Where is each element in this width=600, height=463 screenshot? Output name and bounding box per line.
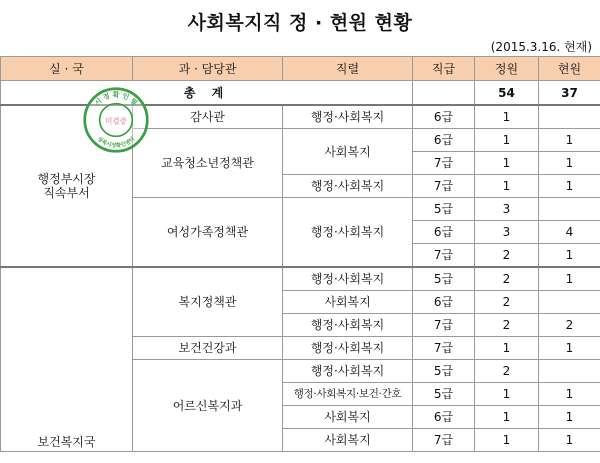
current-cell: 1 [539,383,600,406]
series-cell: 행정·사회복지 [283,198,413,268]
date-note: (2015.3.16. 현재) [490,40,592,54]
dept-cell: 교육청소년정책관 [133,129,283,198]
header-grade: 직급 [413,57,475,81]
grade-cell: 7급 [413,429,475,452]
quota-cell: 1 [475,429,539,452]
group-cell [1,267,133,452]
grade-cell: 5급 [413,198,475,221]
current-cell: 1 [539,244,600,268]
stamp-top-text: 시 정 확 인 필 [93,90,139,108]
grade-cell: 6급 [413,221,475,244]
grade-cell: 7급 [413,175,475,198]
quota-cell: 1 [475,175,539,198]
quota-cell: 1 [475,105,539,129]
header-current: 현원 [539,57,600,81]
grade-cell: 7급 [413,244,475,268]
header-series: 직렬 [283,57,413,81]
grade-cell: 5급 [413,267,475,291]
grade-cell: 6급 [413,105,475,129]
dept-cell: 복지정책관 [133,267,283,337]
group-name-line1: 행정부시장 [37,172,96,186]
current-cell [539,360,600,383]
quota-cell: 2 [475,244,539,268]
current-cell: 2 [539,314,600,337]
series-cell: 사회복지 [283,429,413,452]
series-cell: 사회복지 [283,406,413,429]
series-cell: 사회복지 [283,129,413,175]
current-cell [539,291,600,314]
quota-cell: 2 [475,291,539,314]
grade-cell: 7급 [413,152,475,175]
quota-cell: 3 [475,198,539,221]
current-cell: 1 [539,337,600,360]
total-grade-empty [413,81,475,106]
grade-cell: 5급 [413,383,475,406]
quota-cell: 2 [475,267,539,291]
current-cell: 1 [539,175,600,198]
current-cell: 4 [539,221,600,244]
dept-cell: 어르신복지과 [133,360,283,452]
grade-cell: 7급 [413,337,475,360]
grade-cell: 6급 [413,406,475,429]
stamp-center-text: 미검증 [105,116,127,126]
quota-cell: 1 [475,337,539,360]
document-title: 사회복지직 정 · 현원 현황 [187,12,413,34]
table-row [1,267,600,291]
quota-cell: 1 [475,383,539,406]
series-cell: 행정·사회복지 [283,175,413,198]
quota-cell: 1 [475,406,539,429]
group-name-line1: 보건복지국 [37,435,96,449]
series-cell: 행정·사회복지·보건·간호 [283,383,413,406]
total-label: 총 계 [1,81,413,106]
current-cell [539,198,600,221]
series-cell: 행정·사회복지 [283,267,413,291]
quota-cell: 2 [475,360,539,383]
grade-cell: 6급 [413,129,475,152]
series-cell: 사회복지 [283,291,413,314]
grade-cell: 7급 [413,314,475,337]
current-cell: 1 [539,406,600,429]
group-name-line2: 직속부서 [43,186,90,200]
grade-cell: 6급 [413,291,475,314]
current-cell [539,105,600,129]
series-cell: 행정·사회복지 [283,314,413,337]
quota-cell: 2 [475,314,539,337]
dept-cell: 감사관 [133,105,283,129]
quota-cell: 1 [475,152,539,175]
series-cell: 행정·사회복지 [283,337,413,360]
quota-cell: 3 [475,221,539,244]
series-cell: 행정·사회복지 [283,360,413,383]
dept-cell: 보건건강과 [133,337,283,360]
stamp-bottom-text: 성북시정확인센터 [95,136,137,150]
verification-stamp [82,86,150,154]
current-cell: 1 [539,152,600,175]
header-quota: 정원 [475,57,539,81]
total-current: 37 [539,81,600,106]
header-office: 실 · 국 [1,57,133,81]
total-quota: 54 [475,81,539,106]
current-cell: 1 [539,129,600,152]
quota-cell: 1 [475,129,539,152]
current-cell: 1 [539,267,600,291]
dept-cell: 여성가족정책관 [133,198,283,268]
current-cell: 1 [539,429,600,452]
header-division: 과 · 담당관 [133,57,283,81]
header-row [1,57,600,81]
series-cell: 행정·사회복지 [283,105,413,129]
grade-cell: 5급 [413,360,475,383]
